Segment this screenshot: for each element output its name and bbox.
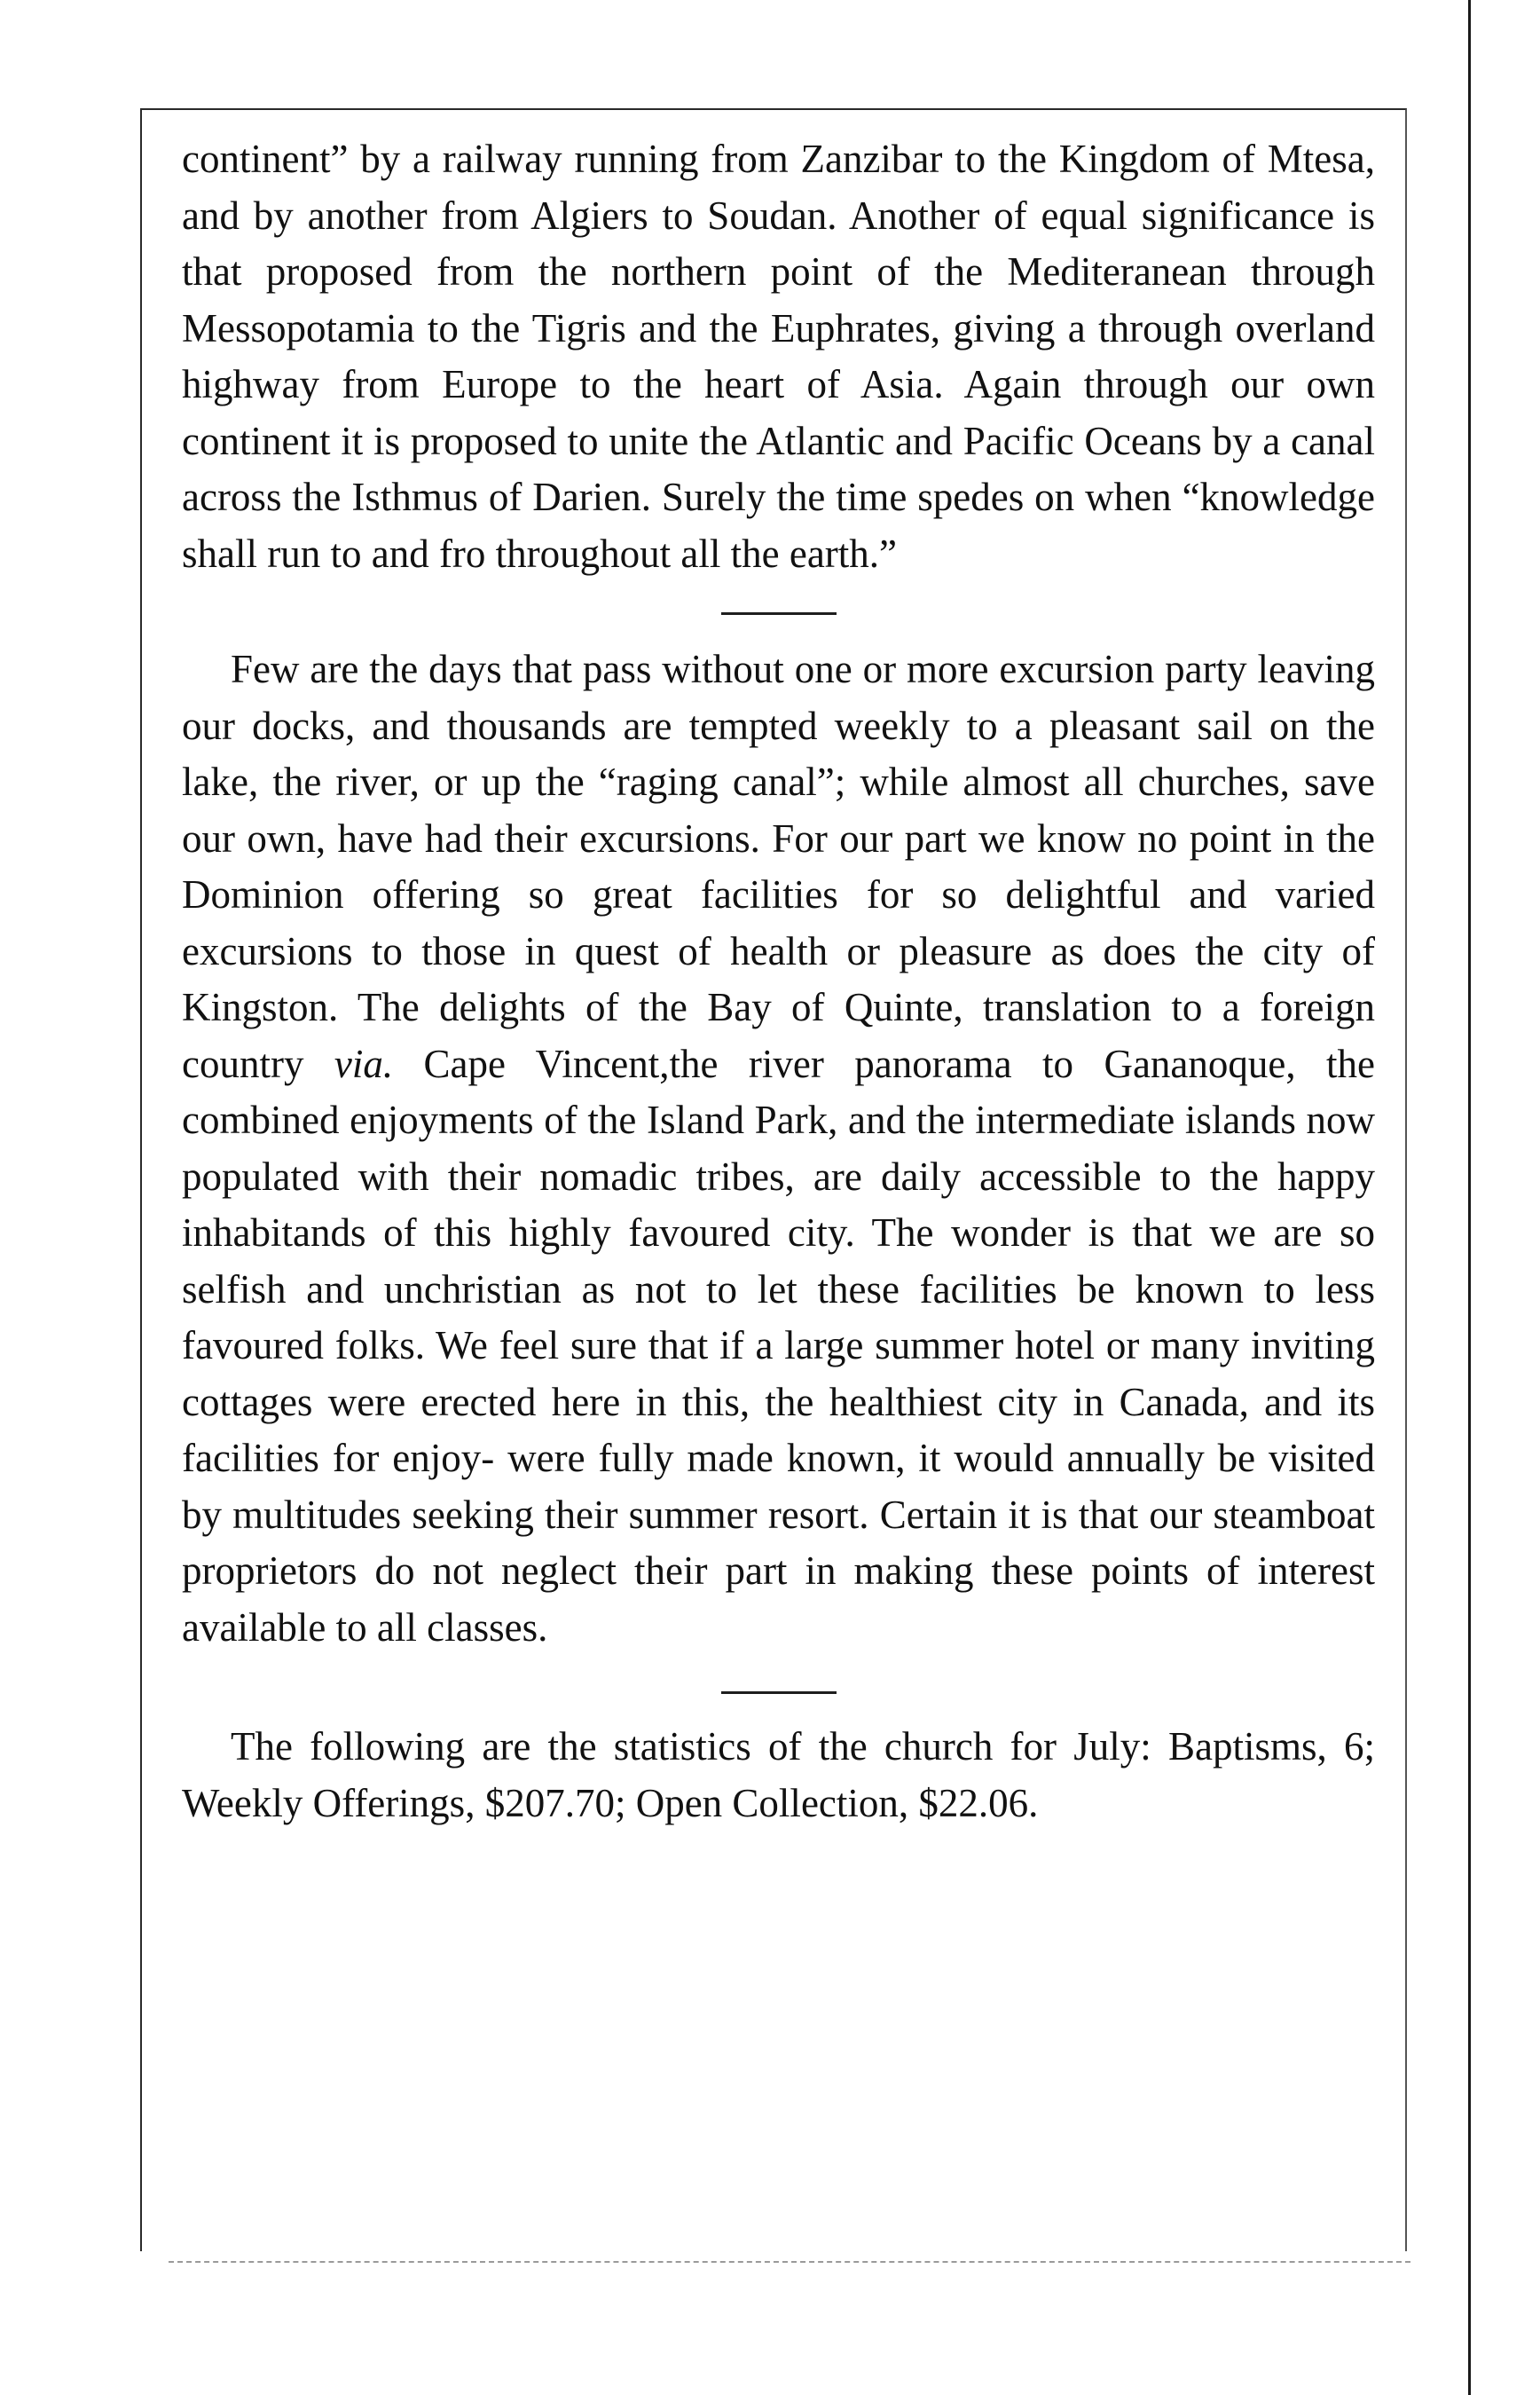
paragraph-statistics: The following are the statistics of the church for July: Baptisms, 6; Weekly Offerings, $207.70; Open Collection, $22.06.	[182, 1724, 1375, 1825]
italic-via: via.	[334, 1041, 394, 1086]
article-column	[182, 131, 1375, 1832]
paragraph-railways: continent” by a railway running from Zanzibar to the Kingdom of Mtesa, and by another from Algiers to Soudan. Another of equal significance is that proposed from the northern point of the Mediteranean through Messopotamia to the Tigris and the Euphrates, giving a through overland highway from Europe to the heart of Asia. Again through our own continent it is proposed to unite the Atlantic and Pacific Oceans by a canal across the Isthmus of Darien. Surely the time spedes on when “knowledge shall run to and fro throughout all the earth.”	[182, 137, 1375, 576]
paragraph-excursions-text-b: Cape Vincent,the river panorama to Gananoque, the combined enjoyments of the Island Park, and the intermediate islands now populated with their nomadic tribes, are daily accessible to the happy inhabitands of this highly favoured city. The wonder is that we are so selfish and unchristian as not to let these facilities be known to less favoured folks. We feel sure that if a large summer hotel or many inviting cottages were erected here in this, the healthiest city in Canada, and its facilities for enjoy- were fully made known, it would annually be visited by multitudes seeking their summer resort. Certain it is that our steamboat proprietors do not neglect their part in making these points of interest available to all classes.	[182, 1041, 1375, 1650]
paragraph-excursions-text-a: Few are the days that pass without one or more excursion party leaving our docks, and thousands are tempted weekly to a pleasant sail on the lake, the river, or up the “raging canal”; while almost all churches, save our own, have had their excursions. For our part we know no point in the Dominion offering so great facilities for so delightful and varied excursions to those in quest of health or pleasure as does the city of Kingston. The delights of the Bay of Quinte, translation to a foreign country	[182, 647, 1375, 1086]
paragraph-excursions	[182, 642, 1375, 1656]
section-separator-2	[721, 1691, 837, 1694]
frame-bottom-rule	[169, 2261, 1410, 2263]
page-edge-rule	[1468, 0, 1471, 2395]
section-separator	[721, 612, 837, 615]
